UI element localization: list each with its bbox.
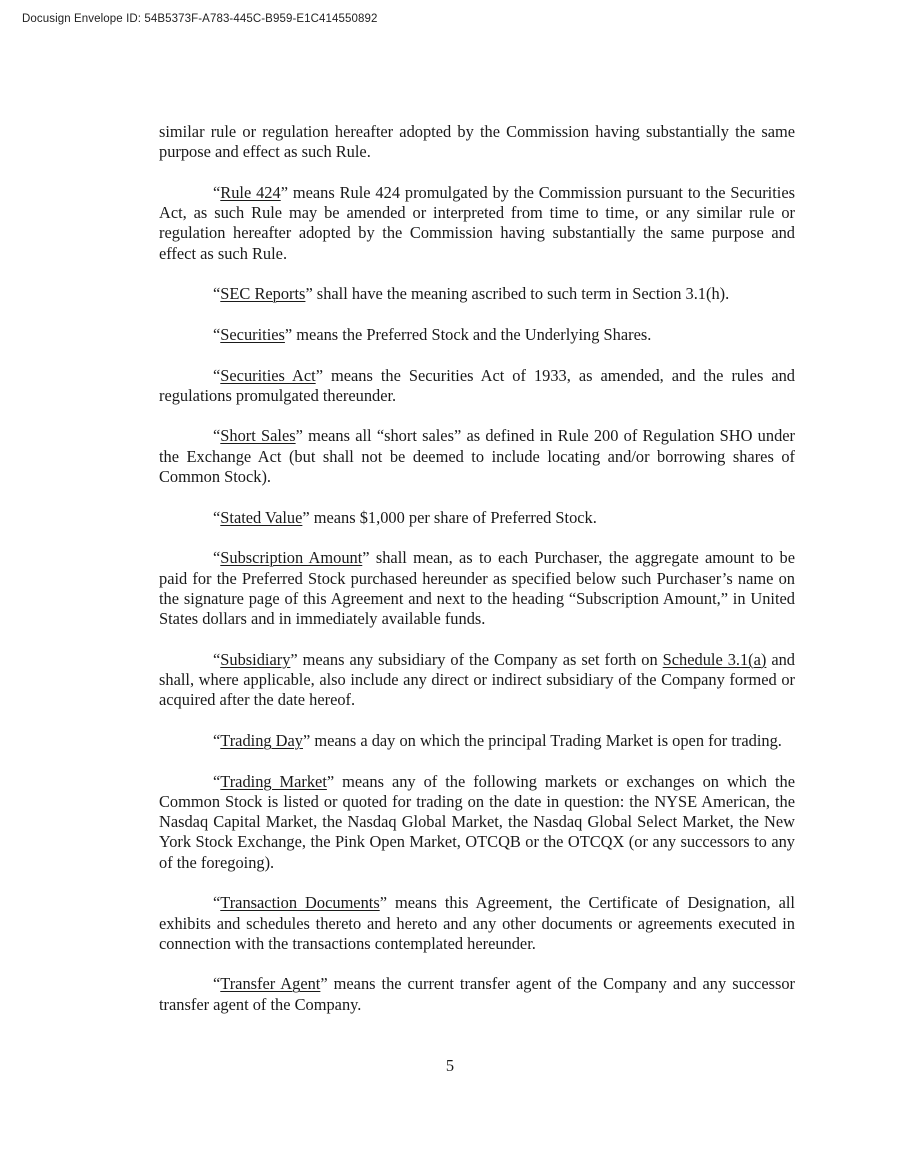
definition-text: ” shall have the meaning ascribed to such term in Section 3.1(h).: [305, 284, 730, 304]
definition-text: ” means a day on which the principal Trading Market is open for trading.: [303, 730, 782, 750]
definition-text: ” means any subsidiary of the Company as set forth on: [290, 649, 663, 669]
defined-term: Transaction Documents: [220, 893, 380, 913]
definition-text: ” shall mean, as to each Purchaser, the aggregate amount to be paid for the Preferred Stock purchased hereunder as specified below such Purchaser’s name on the signature page of this Agreement and next to the heading “Subscription Amount,” in United States dollars and in immediately available funds.: [159, 548, 795, 629]
definition-text: ” means any of the following markets or exchanges on which the Common Stock is listed or quoted for trading on the date in question: the NYSE American, the Nasdaq Capital Market, the Nasdaq Global Market, the Nasdaq Global Select Market, the New York Stock Exchange, the Pink Open Market, OTCQB or the OTCQX (or any successors to any of the foregoing).: [159, 771, 795, 872]
definition-stated-value: [159, 508, 795, 528]
open-quote: “: [213, 893, 221, 913]
definition-short-sales: [159, 426, 795, 487]
defined-term: Securities: [220, 324, 285, 344]
defined-term: Transfer Agent: [220, 974, 321, 994]
definition-sec-reports: [159, 284, 795, 304]
definition-trading-day: [159, 731, 795, 751]
definition-text: ” means the Securities Act of 1933, as amended, and the rules and regulations promulgated thereunder.: [159, 365, 795, 405]
definition-text: ” means Rule 424 promulgated by the Commission pursuant to the Securities Act, as such Rule may be amended or interpreted from time to time, or any similar rule or regulation hereafter adopted by the Commission having substantially the same purpose and effect as such Rule.: [159, 182, 795, 263]
definition-text: ” means $1,000 per share of Preferred Stock.: [302, 507, 597, 527]
definition-trading-market: [159, 772, 795, 873]
defined-term: Stated Value: [220, 507, 303, 527]
docusign-envelope-id: Docusign Envelope ID: 54B5373F-A783-445C-B959-E1C414550892: [22, 13, 378, 25]
open-quote: “: [213, 771, 221, 791]
open-quote: “: [213, 182, 221, 202]
open-quote: “: [213, 365, 221, 385]
document-page-body: [159, 122, 795, 1035]
definition-text: ” means this Agreement, the Certificate of Designation, all exhibits and schedules thereto and hereto and any other documents or agreements executed in connection with the transactions contemplated hereunder.: [159, 893, 795, 953]
paragraph-text: similar rule or regulation hereafter adopted by the Commission having substantially the same purpose and effect as such Rule.: [159, 122, 795, 162]
open-quote: “: [213, 974, 221, 994]
open-quote: “: [213, 730, 221, 750]
definition-text: ” means the Preferred Stock and the Underlying Shares.: [284, 324, 652, 344]
open-quote: “: [213, 426, 221, 446]
definition-text: ” means the current transfer agent of the Company and any successor transfer agent of the Company.: [159, 974, 796, 1014]
definition-rule-424: [159, 183, 795, 264]
open-quote: “: [213, 649, 221, 669]
definition-securities: [159, 325, 795, 345]
defined-term: Subscription Amount: [220, 548, 363, 568]
definition-subsidiary: [159, 650, 795, 711]
defined-term: Rule 424: [220, 182, 281, 202]
paragraph-continuation: [159, 122, 795, 163]
definition-securities-act: [159, 366, 795, 407]
definition-transaction-documents: [159, 893, 795, 954]
definition-subscription-amount: [159, 548, 795, 629]
definition-text-continued: and shall, where applicable, also include any direct or indirect subsidiary of the Company formed or acquired after the date hereof.: [159, 649, 795, 710]
page-number: 5: [445, 1056, 455, 1075]
definition-text: ” means all “short sales” as defined in Rule 200 of Regulation SHO under the Exchange Act (but shall not be deemed to include locating and/or borrowing shares of Common Stock).: [159, 426, 795, 487]
defined-term: Subsidiary: [220, 649, 291, 669]
defined-term: SEC Reports: [220, 284, 306, 304]
open-quote: “: [213, 548, 221, 568]
open-quote: “: [213, 284, 221, 304]
defined-term: Trading Market: [220, 771, 327, 791]
defined-term: Securities Act: [220, 365, 316, 385]
defined-term: Trading Day: [220, 730, 303, 750]
schedule-reference: Schedule 3.1(a): [662, 649, 767, 669]
defined-term: Short Sales: [220, 426, 296, 446]
open-quote: “: [213, 324, 221, 344]
open-quote: “: [213, 507, 221, 527]
definition-transfer-agent: [159, 974, 795, 1015]
